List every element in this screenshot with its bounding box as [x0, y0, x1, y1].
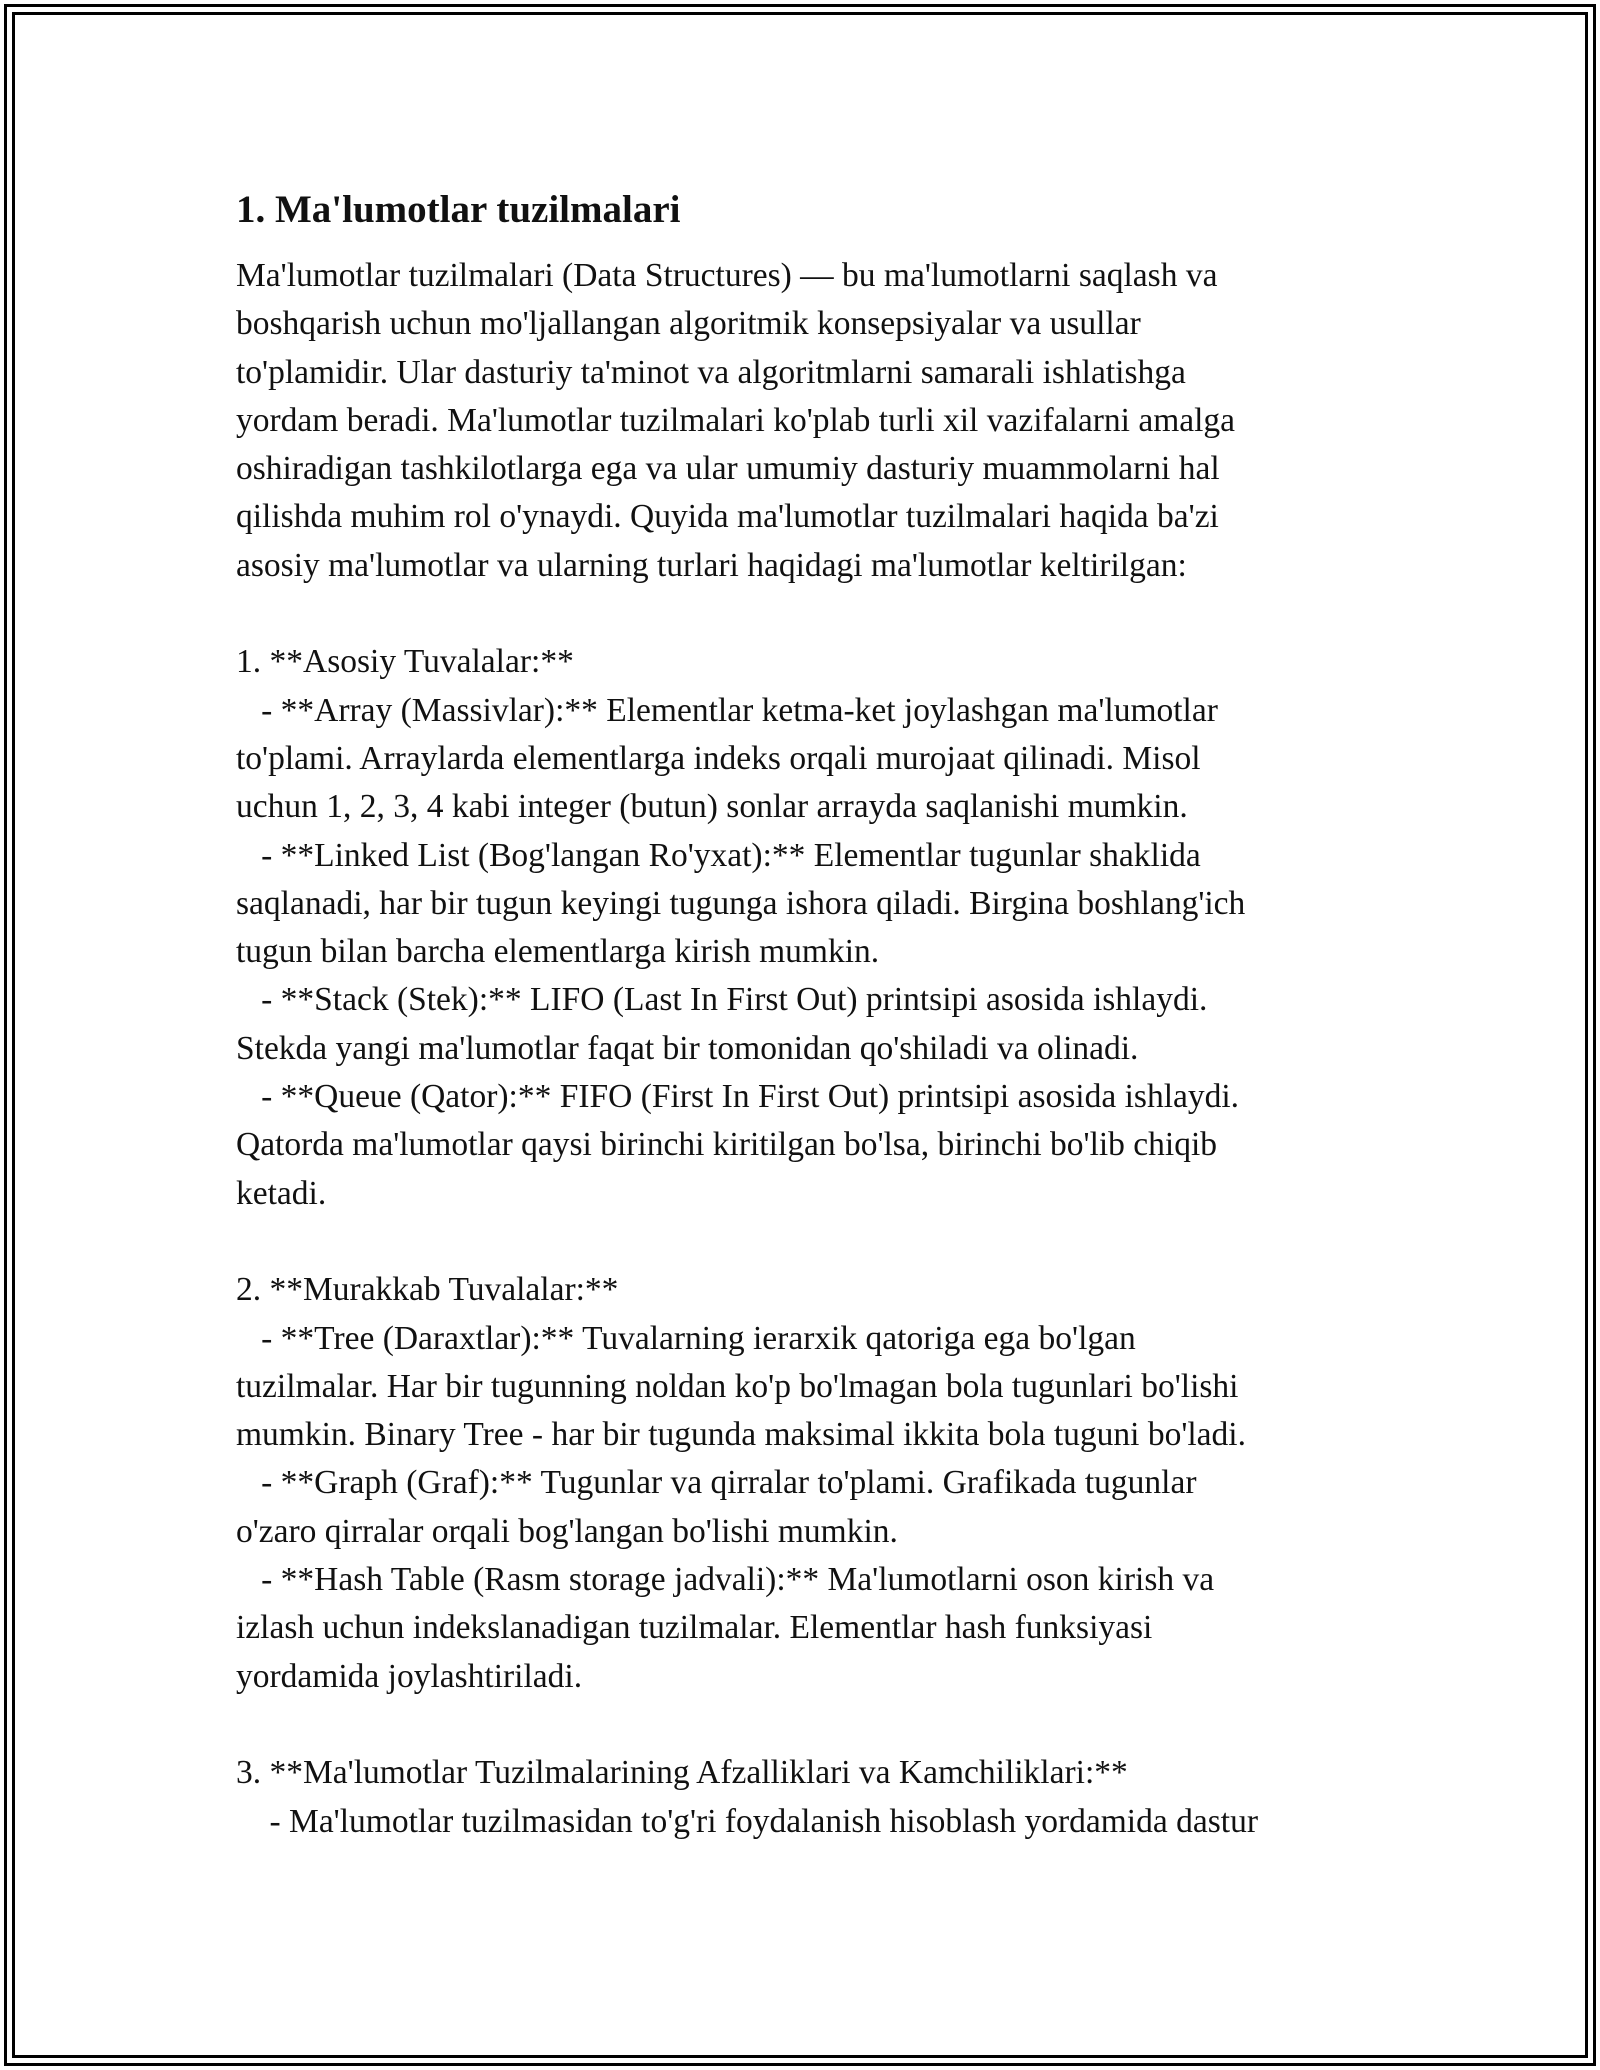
section-basic-structures [236, 638, 1366, 1218]
paragraph-gap [236, 1701, 1366, 1749]
section-line: - **Stack (Stek):** LIFO (Last In First Out) printsipi asosida ishlaydi. [236, 981, 1208, 1019]
section-title: 1. **Asosiy Tuvalalar:** [236, 643, 574, 681]
section-line: - **Graph (Graf):** Tugunlar va qirralar to'plami. Grafikada tugunlar [236, 1464, 1197, 1502]
section-line: yordamida joylashtiriladi. [236, 1657, 583, 1695]
section-line: - **Array (Massivlar):** Elementlar ketma-ket joylashgan ma'lumotlar [236, 691, 1218, 729]
section-line: o'zaro qirralar orqali bog'langan bo'lishi mumkin. [236, 1512, 898, 1550]
section-line: mumkin. Binary Tree - har bir tugunda maksimal ikkita bola tuguni bo'ladi. [236, 1416, 1246, 1454]
section-title: 2. **Murakkab Tuvalalar:** [236, 1271, 619, 1309]
section-line: - **Queue (Qator):** FIFO (First In First Out) printsipi asosida ishlaydi. [236, 1078, 1240, 1116]
section-line: - Ma'lumotlar tuzilmasidan to'g'ri foydalanish hisoblash yordamida dastur [236, 1802, 1258, 1840]
paragraph-gap [236, 590, 1366, 638]
document-body [236, 186, 1366, 1846]
section-line: - **Tree (Daraxtlar):** Tuvalarning ierarxik qatoriga ega bo'lgan [236, 1319, 1136, 1357]
section-title: 3. **Ma'lumotlar Tuzilmalarining Afzalliklari va Kamchiliklari:** [236, 1754, 1128, 1792]
intro-line: to'plamidir. Ular dasturiy ta'minot va algoritmlarni samarali ishlatishga [236, 353, 1186, 391]
document-heading: 1. Ma'lumotlar tuzilmalari [236, 188, 681, 231]
section-line: Stekda yangi ma'lumotlar faqat bir tomonidan qo'shiladi va olinadi. [236, 1029, 1139, 1067]
section-line: saqlanadi, har bir tugun keyingi tugunga ishora qiladi. Birgina boshlang'ich [236, 884, 1246, 922]
section-line: Qatorda ma'lumotlar qaysi birinchi kiritilgan bo'lsa, birinchi bo'lib chiqib [236, 1126, 1218, 1164]
section-advantages [236, 1749, 1366, 1846]
section-line: to'plami. Arraylarda elementlarga indeks orqali murojaat qilinadi. Misol [236, 739, 1201, 777]
section-line: tuzilmalar. Har bir tugunning noldan ko'p bo'lmagan bola tugunlari bo'lishi [236, 1367, 1239, 1405]
section-line: ketadi. [236, 1174, 327, 1212]
intro-line: boshqarish uchun mo'ljallangan algoritmik konsepsiyalar va usullar [236, 305, 1141, 343]
paragraph-gap [236, 1218, 1366, 1266]
intro-line: asosiy ma'lumotlar va ularning turlari haqidagi ma'lumotlar keltirilgan: [236, 546, 1187, 584]
section-line: uchun 1, 2, 3, 4 kabi integer (butun) sonlar arrayda saqlanishi mumkin. [236, 788, 1188, 826]
section-complex-structures [236, 1266, 1366, 1701]
section-line: - **Linked List (Bog'langan Ro'yxat):** Elementlar tugunlar shaklida [236, 836, 1201, 874]
intro-line: yordam beradi. Ma'lumotlar tuzilmalari ko'plab turli xil vazifalarni amalga [236, 401, 1236, 439]
intro-line: qilishda muhim rol o'ynaydi. Quyida ma'lumotlar tuzilmalari haqida ba'zi [236, 498, 1219, 536]
section-line: - **Hash Table (Rasm storage jadvali):** Ma'lumotlarni oson kirish va [236, 1561, 1215, 1599]
section-line: tugun bilan barcha elementlarga kirish mumkin. [236, 933, 880, 971]
intro-line: oshiradigan tashkilotlarga ega va ular umumiy dasturiy muammolarni hal [236, 450, 1220, 488]
intro-paragraph [236, 252, 1366, 590]
section-line: izlash uchun indekslanadigan tuzilmalar. Elementlar hash funksiyasi [236, 1609, 1153, 1647]
intro-line: Ma'lumotlar tuzilmalari (Data Structures) — bu ma'lumotlarni saqlash va [236, 257, 1218, 294]
